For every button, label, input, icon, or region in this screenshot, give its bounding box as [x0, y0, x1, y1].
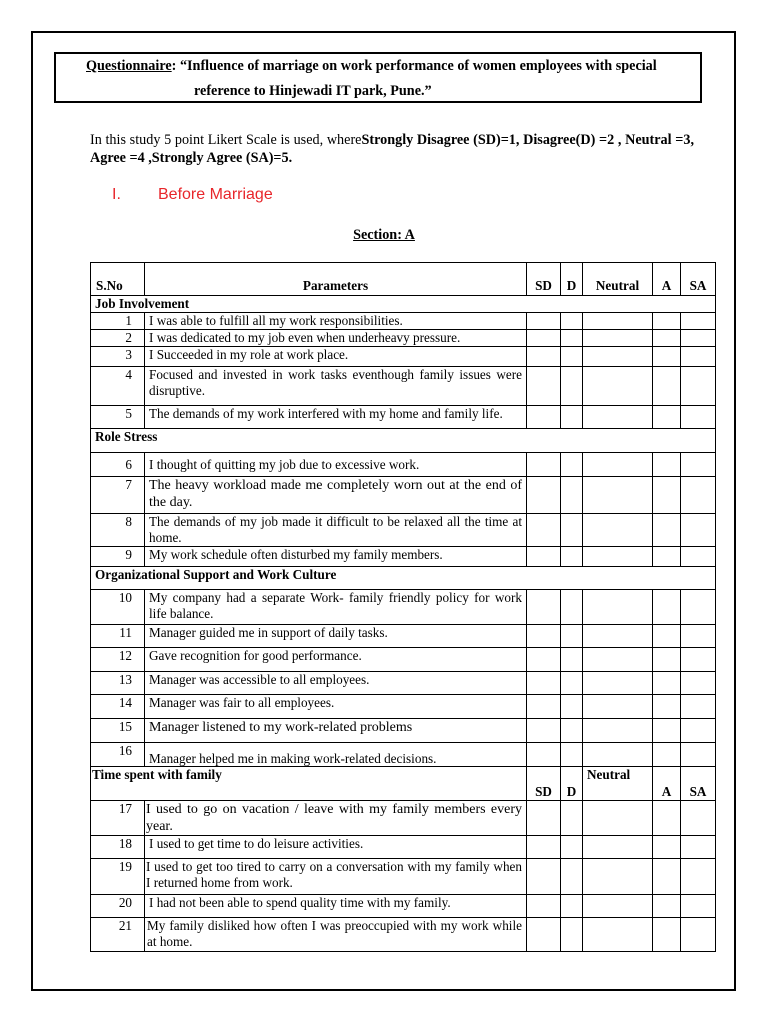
sa-cell[interactable]	[681, 590, 716, 625]
row-number: 5	[91, 406, 145, 429]
row-parameter: Manager was accessible to all employees.	[145, 672, 527, 695]
neutral-cell[interactable]	[583, 801, 653, 836]
category-header-row	[91, 767, 716, 801]
neutral-cell[interactable]	[583, 625, 653, 648]
d-cell[interactable]	[561, 895, 583, 918]
table-row	[91, 743, 716, 767]
neutral-cell[interactable]	[583, 347, 653, 367]
sa-cell[interactable]	[681, 719, 716, 743]
row-parameter: The heavy workload made me completely worn out at the end of the day.	[145, 477, 527, 514]
a-cell[interactable]	[653, 367, 681, 406]
sd-cell[interactable]	[527, 514, 561, 547]
header-neutral: Neutral	[583, 263, 653, 296]
header-a-repeat: A	[653, 767, 681, 801]
title-label: Questionnaire	[86, 58, 172, 74]
row-number: 4	[91, 367, 145, 406]
row-number: 15	[91, 719, 145, 743]
row-parameter: I had not been able to spend quality time with my family.	[145, 895, 527, 918]
d-cell[interactable]	[561, 743, 583, 767]
row-parameter: Focused and invested in work tasks eventhough family issues were disruptive.	[145, 367, 527, 406]
table-row	[91, 313, 716, 330]
sd-cell[interactable]	[527, 648, 561, 672]
a-cell[interactable]	[653, 859, 681, 895]
d-cell[interactable]	[561, 801, 583, 836]
table-row	[91, 672, 716, 695]
row-parameter: Gave recognition for good performance.	[145, 648, 527, 672]
d-cell[interactable]	[561, 514, 583, 547]
row-parameter: I was able to fulfill all my work responsibilities.	[145, 313, 527, 330]
a-cell[interactable]	[653, 330, 681, 347]
d-cell[interactable]	[561, 330, 583, 347]
category-job-involvement: Job Involvement	[91, 296, 716, 313]
table-row	[91, 514, 716, 547]
category-role-stress: Role Stress	[91, 429, 716, 453]
table-row	[91, 836, 716, 859]
row-parameter: My work schedule often disturbed my family members.	[145, 547, 527, 567]
sd-cell[interactable]	[527, 695, 561, 719]
sa-cell[interactable]	[681, 801, 716, 836]
row-number: 11	[91, 625, 145, 648]
a-cell[interactable]	[653, 347, 681, 367]
sd-cell[interactable]	[527, 367, 561, 406]
neutral-cell[interactable]	[583, 836, 653, 859]
sd-cell[interactable]	[527, 836, 561, 859]
header-sa-repeat: SA	[681, 767, 716, 801]
table-row	[91, 477, 716, 514]
d-cell[interactable]	[561, 477, 583, 514]
row-number: 6	[91, 453, 145, 477]
header-d-repeat: D	[561, 767, 583, 801]
d-cell[interactable]	[561, 406, 583, 429]
neutral-cell[interactable]	[583, 367, 653, 406]
title-line-2: reference to Hinjewadi IT park, Pune.”	[194, 83, 432, 99]
row-number: 14	[91, 695, 145, 719]
sa-cell[interactable]	[681, 453, 716, 477]
sa-cell[interactable]	[681, 918, 716, 952]
sa-cell[interactable]	[681, 547, 716, 567]
row-parameter: My family disliked how often I was preoccupied with my work while at home.	[145, 918, 527, 952]
table-row	[91, 406, 716, 429]
sd-cell[interactable]	[527, 859, 561, 895]
table-row	[91, 590, 716, 625]
sd-cell[interactable]	[527, 918, 561, 952]
neutral-cell[interactable]	[583, 859, 653, 895]
header-parameters: Parameters	[145, 263, 527, 296]
row-number: 12	[91, 648, 145, 672]
row-number: 2	[91, 330, 145, 347]
sd-cell[interactable]	[527, 672, 561, 695]
sa-cell[interactable]	[681, 514, 716, 547]
a-cell[interactable]	[653, 895, 681, 918]
a-cell[interactable]	[653, 648, 681, 672]
neutral-cell[interactable]	[583, 313, 653, 330]
section-title: Before Marriage	[158, 186, 273, 203]
a-cell[interactable]	[653, 918, 681, 952]
a-cell[interactable]	[653, 406, 681, 429]
d-cell[interactable]	[561, 590, 583, 625]
sd-cell[interactable]	[527, 547, 561, 567]
neutral-cell[interactable]	[583, 330, 653, 347]
a-cell[interactable]	[653, 547, 681, 567]
row-number: 3	[91, 347, 145, 367]
sd-cell[interactable]	[527, 625, 561, 648]
category-row	[91, 296, 716, 313]
d-cell[interactable]	[561, 719, 583, 743]
sa-cell[interactable]	[681, 330, 716, 347]
neutral-cell[interactable]	[583, 453, 653, 477]
neutral-cell[interactable]	[583, 406, 653, 429]
section-number: I.	[112, 186, 121, 203]
header-neutral-repeat: Neutral	[583, 767, 653, 801]
section-label-text: Section: A	[353, 227, 415, 243]
intro-scale: Strongly Disagree (SD)=1, Disagree(D) =2 , Neutral =3, Agree =4 ,Strongly Agree (SA)=5.	[90, 132, 694, 166]
row-number: 13	[91, 672, 145, 695]
row-parameter: I used to go on vacation / leave with my family members every year.	[145, 801, 527, 836]
table-row	[91, 648, 716, 672]
title-text: : “Influence of marriage on work performance of women employees with special	[171, 58, 657, 74]
sa-cell[interactable]	[681, 743, 716, 767]
d-cell[interactable]	[561, 453, 583, 477]
sd-cell[interactable]	[527, 313, 561, 330]
sd-cell[interactable]	[527, 743, 561, 767]
neutral-cell[interactable]	[583, 719, 653, 743]
row-number: 20	[91, 895, 145, 918]
header-sd-repeat: SD	[527, 767, 561, 801]
row-parameter: I Succeeded in my role at work place.	[145, 347, 527, 367]
sa-cell[interactable]	[681, 406, 716, 429]
row-parameter: Manager helped me in making work-related decisions.	[145, 743, 527, 767]
row-parameter: Manager guided me in support of daily tasks.	[145, 625, 527, 648]
title-box	[54, 52, 702, 103]
row-number: 7	[91, 477, 145, 514]
row-number: 10	[91, 590, 145, 625]
table-row	[91, 918, 716, 952]
sd-cell[interactable]	[527, 719, 561, 743]
d-cell[interactable]	[561, 672, 583, 695]
a-cell[interactable]	[653, 590, 681, 625]
row-parameter: My company had a separate Work- family friendly policy for work life balance.	[145, 590, 527, 625]
row-parameter: I used to get time to do leisure activities.	[145, 836, 527, 859]
d-cell[interactable]	[561, 859, 583, 895]
sa-cell[interactable]	[681, 672, 716, 695]
questionnaire-table	[90, 262, 716, 952]
sd-cell[interactable]	[527, 453, 561, 477]
sa-cell[interactable]	[681, 859, 716, 895]
table-row	[91, 625, 716, 648]
sd-cell[interactable]	[527, 330, 561, 347]
table-row	[91, 367, 716, 406]
a-cell[interactable]	[653, 625, 681, 648]
intro-plain: In this study 5 point Likert Scale is used, where	[90, 132, 362, 148]
d-cell[interactable]	[561, 547, 583, 567]
sa-cell[interactable]	[681, 313, 716, 330]
header-sd: SD	[527, 263, 561, 296]
row-number: 19	[91, 859, 145, 895]
d-cell[interactable]	[561, 625, 583, 648]
header-row	[91, 263, 716, 296]
neutral-cell[interactable]	[583, 547, 653, 567]
d-cell[interactable]	[561, 313, 583, 330]
table-row	[91, 801, 716, 836]
neutral-cell[interactable]	[583, 477, 653, 514]
d-cell[interactable]	[561, 836, 583, 859]
sd-cell[interactable]	[527, 590, 561, 625]
header-d: D	[561, 263, 583, 296]
row-parameter: The demands of my work interfered with my home and family life.	[145, 406, 527, 429]
sd-cell[interactable]	[527, 801, 561, 836]
sa-cell[interactable]	[681, 648, 716, 672]
row-number: 9	[91, 547, 145, 567]
a-cell[interactable]	[653, 313, 681, 330]
sa-cell[interactable]	[681, 836, 716, 859]
header-sno: S.No	[91, 263, 145, 296]
sd-cell[interactable]	[527, 406, 561, 429]
table-row	[91, 695, 716, 719]
row-parameter: Manager was fair to all employees.	[145, 695, 527, 719]
a-cell[interactable]	[653, 719, 681, 743]
header-sa: SA	[681, 263, 716, 296]
neutral-cell[interactable]	[583, 514, 653, 547]
sd-cell[interactable]	[527, 347, 561, 367]
table-row	[91, 719, 716, 743]
row-number: 8	[91, 514, 145, 547]
neutral-cell[interactable]	[583, 918, 653, 952]
section-label	[0, 227, 768, 244]
d-cell[interactable]	[561, 367, 583, 406]
table-row	[91, 547, 716, 567]
table-row	[91, 453, 716, 477]
row-number: 17	[91, 801, 145, 836]
table-row	[91, 347, 716, 367]
row-parameter: Manager listened to my work-related problems	[145, 719, 527, 743]
neutral-cell[interactable]	[583, 695, 653, 719]
a-cell[interactable]	[653, 453, 681, 477]
row-number: 1	[91, 313, 145, 330]
row-number: 16	[91, 743, 145, 767]
d-cell[interactable]	[561, 347, 583, 367]
sa-cell[interactable]	[681, 347, 716, 367]
row-number: 21	[91, 918, 145, 952]
row-parameter: I thought of quitting my job due to excessive work.	[145, 453, 527, 477]
title-line-1	[86, 58, 657, 75]
category-organizational-support: Organizational Support and Work Culture	[91, 567, 716, 590]
sd-cell[interactable]	[527, 477, 561, 514]
sa-cell[interactable]	[681, 695, 716, 719]
table-row	[91, 859, 716, 895]
neutral-cell[interactable]	[583, 743, 653, 767]
a-cell[interactable]	[653, 477, 681, 514]
a-cell[interactable]	[653, 743, 681, 767]
category-row	[91, 429, 716, 453]
neutral-cell[interactable]	[583, 672, 653, 695]
d-cell[interactable]	[561, 648, 583, 672]
row-parameter: The demands of my job made it difficult to be relaxed all the time at home.	[145, 514, 527, 547]
row-parameter: I used to get too tired to carry on a conversation with my family when I returned home from work.	[145, 859, 527, 895]
row-parameter: I was dedicated to my job even when underheavy pressure.	[145, 330, 527, 347]
neutral-cell[interactable]	[583, 590, 653, 625]
a-cell[interactable]	[653, 672, 681, 695]
a-cell[interactable]	[653, 695, 681, 719]
table-row	[91, 895, 716, 918]
category-row	[91, 567, 716, 590]
sa-cell[interactable]	[681, 367, 716, 406]
d-cell[interactable]	[561, 695, 583, 719]
sa-cell[interactable]	[681, 477, 716, 514]
a-cell[interactable]	[653, 836, 681, 859]
header-a: A	[653, 263, 681, 296]
a-cell[interactable]	[653, 801, 681, 836]
row-number: 18	[91, 836, 145, 859]
neutral-cell[interactable]	[583, 895, 653, 918]
sa-cell[interactable]	[681, 895, 716, 918]
category-time-spent-with-family: Time spent with family	[91, 767, 527, 801]
intro-paragraph	[90, 131, 694, 167]
sa-cell[interactable]	[681, 625, 716, 648]
a-cell[interactable]	[653, 514, 681, 547]
table-row	[91, 330, 716, 347]
d-cell[interactable]	[561, 918, 583, 952]
neutral-cell[interactable]	[583, 648, 653, 672]
sd-cell[interactable]	[527, 895, 561, 918]
